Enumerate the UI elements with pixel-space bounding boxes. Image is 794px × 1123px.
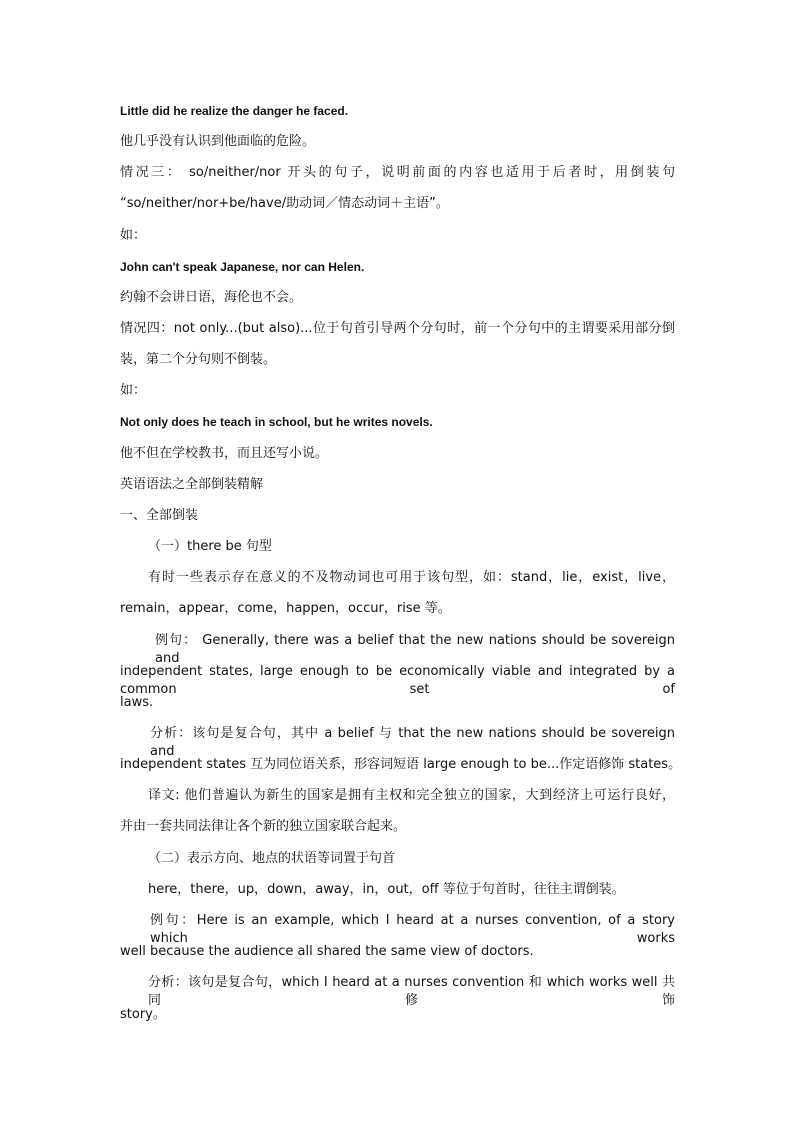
example-label: 如： bbox=[120, 383, 147, 398]
rule-text-line: 情况三： so/neither/nor 开头的句子，说明前面的内容也适用于后者时，用倒装句 bbox=[120, 165, 675, 180]
translation-line: 并由一套共同法律让各个新的独立国家联合起来。 bbox=[120, 819, 407, 834]
subsection-heading: （一）there be 句型 bbox=[148, 539, 272, 554]
english-example-line: John can't speak Japanese, nor can Helen. bbox=[120, 260, 365, 274]
body-text-line: remain，appear，come，happen，occur，rise 等。 bbox=[120, 601, 451, 616]
example-sentence-line: 例句： Generally, there was a belief that the new nations should be sovereign and bbox=[155, 633, 675, 666]
subsection-heading: （二）表示方向、地点的状语等词置于句首 bbox=[148, 851, 396, 866]
english-example-line: Little did he realize the danger he faced. bbox=[120, 104, 349, 118]
example-sentence-line: 例句：Here is an example, which I heard at a nurses convention, of a story which works bbox=[150, 913, 675, 946]
rule-text-line: “so/neither/nor+be/have/助动词／情态动词＋主语”。 bbox=[120, 196, 449, 211]
translation-line: 译文: 他们普遍认为新生的国家是拥有主权和完全独立的国家，大到经济上可运行良好， bbox=[148, 788, 675, 803]
body-text-line: here，there，up，down，away，in，out，off 等位于句首时，往往主谓倒装。 bbox=[148, 882, 625, 897]
body-text-line: 有时一些表示存在意义的不及物动词也可用于该句型，如：stand，lie，exist，live， bbox=[148, 570, 675, 585]
chinese-translation-line: 他不但在学校教书，而且还写小说。 bbox=[120, 446, 329, 461]
analysis-line: independent states 互为同位语关系，形容词短语 large enough to be...作定语修饰 states。 bbox=[120, 757, 682, 772]
section-heading: 一、全部倒装 bbox=[120, 508, 199, 523]
section-heading: 英语语法之全部倒装精解 bbox=[120, 477, 264, 492]
rule-text-line: 情况四：not only...(but also)...位于句首引导两个分句时，前一个分句中的主谓要采用部分倒 bbox=[120, 321, 675, 336]
example-sentence-line: well because the audience all shared the same view of doctors. bbox=[120, 944, 534, 959]
english-example-line: Not only does he teach in school, but he writes novels. bbox=[120, 415, 433, 429]
rule-text-line: 装，第二个分句则不倒装。 bbox=[120, 352, 277, 367]
analysis-line: 分析：该句是复合句，其中 a belief 与 that the new nations should be sovereign and bbox=[150, 726, 675, 759]
chinese-translation-line: 他几乎没有认识到他面临的危险。 bbox=[120, 134, 316, 149]
chinese-translation-line: 约翰不会讲日语，海伦也不会。 bbox=[120, 290, 303, 305]
example-sentence-line: laws. bbox=[120, 695, 154, 710]
analysis-line: 分析：该句是复合句，which I heard at a nurses convention 和 which works well 共同修饰 bbox=[148, 975, 675, 1008]
example-label: 如： bbox=[120, 228, 147, 243]
analysis-line: story。 bbox=[120, 1007, 166, 1022]
example-sentence-line: independent states, large enough to be economically viable and integrated by a common set of bbox=[120, 664, 675, 697]
